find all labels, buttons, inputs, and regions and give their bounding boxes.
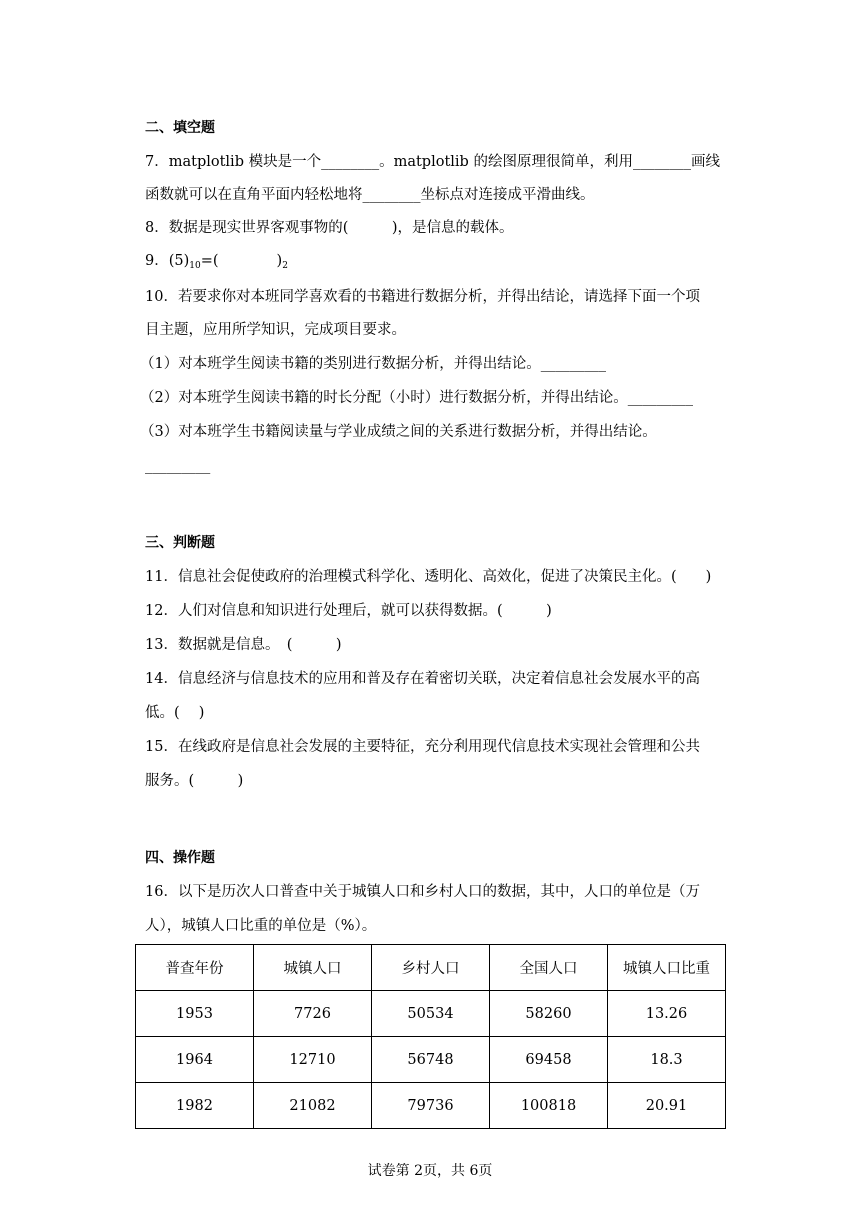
header-national-population: 全国人口 <box>490 945 608 991</box>
question-10-item-2: （2）对本班学生阅读书籍的时长分配（小时）进行数据分析，并得出结论。_________ <box>140 390 693 406</box>
question-15-line-2: 服务。( ) <box>145 773 244 789</box>
table-cell: 1953 <box>136 991 254 1037</box>
table-cell: 79736 <box>372 1083 490 1129</box>
question-7-line-1: 7．matplotlib 模块是一个________。matplotlib 的绘图原理很简单，利用________画线 <box>145 154 720 170</box>
question-10-line-1: 10．若要求你对本班同学喜欢看的书籍进行数据分析，并得出结论，请选择下面一个项 <box>145 289 700 305</box>
table-cell: 1982 <box>136 1083 254 1129</box>
header-rural-population: 乡村人口 <box>372 945 490 991</box>
page-footer: 试卷第 2页，共 6页 <box>367 1163 493 1179</box>
table-row <box>136 1083 726 1129</box>
question-7-line-2: 函数就可以在直角平面内轻松地将________坐标点对连接成平滑曲线。 <box>145 187 595 203</box>
question-15-line-1: 15．在线政府是信息社会发展的主要特征，充分利用现代信息技术实现社会管理和公共 <box>145 739 700 755</box>
table-cell: 18.3 <box>608 1037 726 1083</box>
question-13: 13．数据就是信息。 ( ) <box>145 637 342 653</box>
table-cell: 12710 <box>254 1037 372 1083</box>
question-9-prefix: 9．(5) <box>145 253 190 269</box>
table-cell: 56748 <box>372 1037 490 1083</box>
question-10-line-2: 目主题，应用所学知识，完成项目要求。 <box>145 322 406 338</box>
question-10-item-1: （1）对本班学生阅读书籍的类别进行数据分析，并得出结论。_________ <box>140 356 606 372</box>
question-9 <box>145 251 288 276</box>
table-cell: 7726 <box>254 991 372 1037</box>
population-census-table <box>135 944 726 1129</box>
table-cell: 21082 <box>254 1083 372 1129</box>
question-8: 8．数据是现实世界客观事物的( )，是信息的载体。 <box>145 220 514 236</box>
question-9-subscript-base-10: 10 <box>189 261 201 271</box>
table-cell: 69458 <box>490 1037 608 1083</box>
question-9-middle: =( ) <box>200 253 283 269</box>
question-16-line-2: 人），城镇人口比重的单位是（%）。 <box>145 918 377 934</box>
table-cell: 50534 <box>372 991 490 1037</box>
section-title-judge: 三、判断题 <box>145 535 215 551</box>
question-14-line-1: 14．信息经济与信息技术的应用和普及存在着密切关联，决定着信息社会发展水平的高 <box>145 671 700 687</box>
question-16-line-1: 16．以下是历次人口普查中关于城镇人口和乡村人口的数据，其中，人口的单位是（万 <box>145 884 700 900</box>
header-census-year: 普查年份 <box>136 945 254 991</box>
table-cell: 58260 <box>490 991 608 1037</box>
section-title-operate: 四、操作题 <box>145 850 215 866</box>
table-row <box>136 1037 726 1083</box>
header-urban-population: 城镇人口 <box>254 945 372 991</box>
table-cell: 13.26 <box>608 991 726 1037</box>
section-title-fill-blank: 二、填空题 <box>145 120 215 136</box>
table-header-row <box>136 945 726 991</box>
table-cell: 100818 <box>490 1083 608 1129</box>
question-12: 12．人们对信息和知识进行处理后，就可以获得数据。( ) <box>145 603 552 619</box>
header-urban-ratio: 城镇人口比重 <box>608 945 726 991</box>
question-14-line-2: 低。( ) <box>145 705 205 721</box>
question-10-item-3: （3）对本班学生书籍阅读量与学业成绩之间的关系进行数据分析，并得出结论。 <box>140 424 657 440</box>
question-10-answer-blank: _________ <box>145 458 211 474</box>
question-9-subscript-base-2: 2 <box>282 261 288 271</box>
table-cell: 1964 <box>136 1037 254 1083</box>
question-11: 11．信息社会促使政府的治理模式科学化、透明化、高效化，促进了决策民主化。( ) <box>145 569 712 585</box>
table-cell: 20.91 <box>608 1083 726 1129</box>
table-row <box>136 991 726 1037</box>
